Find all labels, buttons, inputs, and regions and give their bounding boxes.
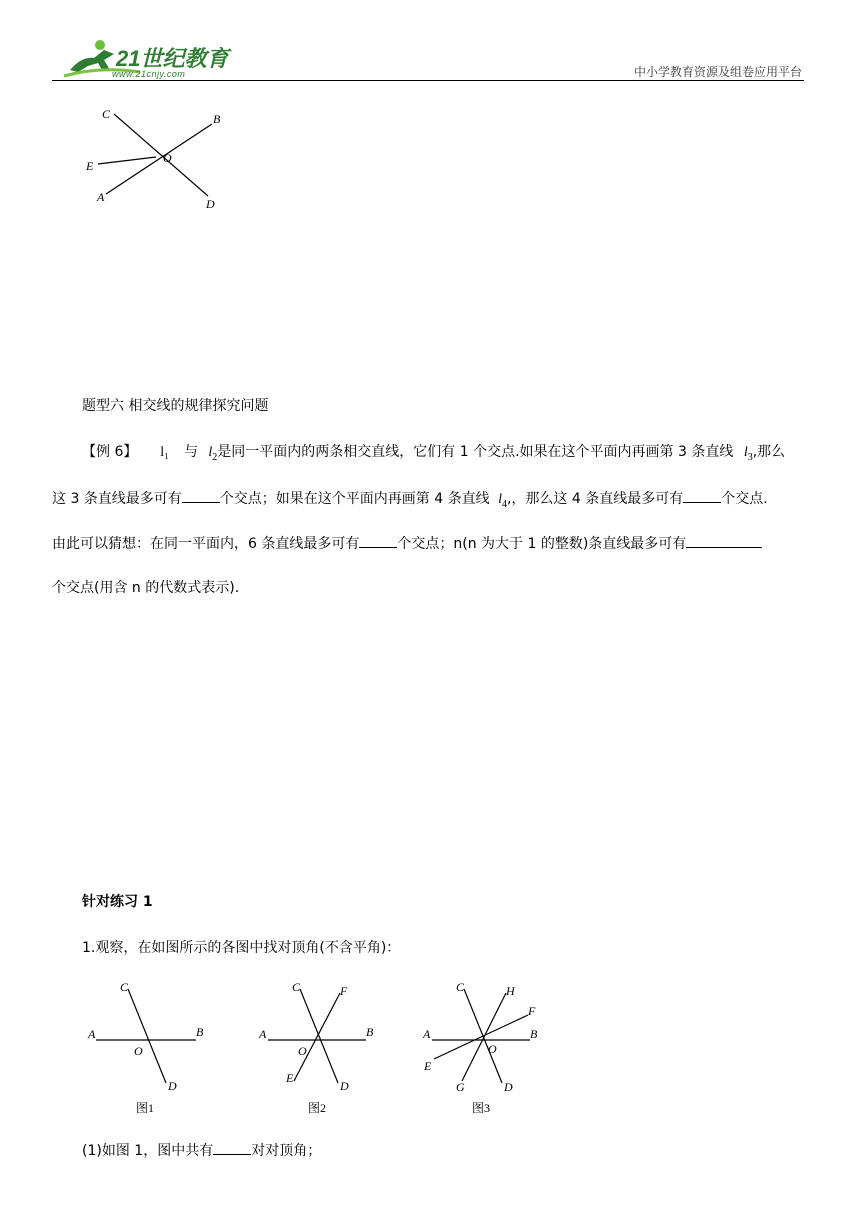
- logo-url: www.21cnjy.com: [112, 69, 186, 79]
- l4-symbol: l: [498, 492, 502, 507]
- l1-symbol: l₁: [160, 445, 170, 460]
- label-B: B: [213, 112, 221, 126]
- figure-2: [254, 975, 389, 1120]
- answer-blank-5[interactable]: [213, 1140, 251, 1155]
- header-divider: [52, 80, 804, 81]
- fig3-label-E: E: [424, 1059, 432, 1073]
- fig3-label-F: F: [528, 1004, 536, 1018]
- fig3-label-D: D: [504, 1080, 513, 1094]
- answer-blank-3[interactable]: [359, 533, 397, 548]
- label-O: O: [163, 151, 172, 165]
- fig2-label-C: C: [292, 980, 301, 994]
- practice-question-1-1: [82, 1140, 321, 1161]
- fig2-label-B: B: [366, 1025, 374, 1039]
- label-E: E: [86, 159, 94, 173]
- label-C: C: [102, 107, 111, 121]
- l3-subscript: 3: [747, 451, 753, 463]
- example-text-3a: 由此可以猜想：在同一平面内，6 条直线最多可有: [52, 536, 360, 552]
- fig2-caption: 图2: [308, 1101, 327, 1115]
- example-text-1c: ,那么: [752, 444, 786, 460]
- practice-title: 针对练习 1: [82, 894, 153, 910]
- section-title: 题型六 相交线的规律探究问题: [82, 398, 269, 414]
- figure-1: [84, 975, 214, 1120]
- fig1-label-A: A: [88, 1027, 96, 1041]
- fig2-label-D: D: [340, 1079, 349, 1093]
- fig2-label-A: A: [259, 1027, 267, 1041]
- text-yu: 与: [183, 444, 198, 460]
- answer-blank-2[interactable]: [683, 488, 721, 503]
- example-text-2c: ,，那么这 4 条直线最多可有: [506, 491, 684, 507]
- example-text-2b: 个交点；如果在这个平面内再画第 4 条直线: [219, 491, 490, 507]
- l3-symbol: l: [743, 445, 748, 460]
- fig3-label-B: B: [530, 1027, 538, 1041]
- intersecting-lines-figure: [80, 100, 240, 215]
- example-tag: 【例 6】: [82, 444, 138, 460]
- fig3-caption: 图3: [472, 1101, 491, 1115]
- fig1-label-D: D: [168, 1079, 177, 1093]
- fig3-label-G: G: [456, 1080, 465, 1094]
- l2-symbol: l: [208, 445, 213, 460]
- label-A: A: [97, 190, 105, 204]
- example-text-2d: 个交点.: [721, 491, 768, 507]
- l4-subscript: 4: [501, 498, 507, 510]
- fig3-label-O: O: [488, 1042, 497, 1056]
- q1-1-text-a: (1)如图 1，图中共有: [82, 1143, 214, 1159]
- fig3-label-H: H: [506, 984, 515, 998]
- practice-question-1: 1.观察，在如图所示的各图中找对顶角(不含平角)：: [82, 940, 401, 956]
- fig1-label-C: C: [120, 980, 129, 994]
- example-line-1: [82, 442, 785, 468]
- fig1-caption: 图1: [136, 1101, 155, 1115]
- example-line-4: 个交点(用含 n 的代数式表示).: [52, 580, 240, 596]
- header-platform-text: 中小学教育资源及组卷应用平台: [633, 65, 802, 79]
- site-logo: [60, 36, 230, 84]
- example-line-2: [52, 488, 768, 515]
- fig3-label-A: A: [423, 1027, 431, 1041]
- fig2-label-O: O: [298, 1044, 307, 1058]
- logo-text: 21世纪教育: [116, 46, 229, 71]
- fig2-label-F: F: [340, 984, 348, 998]
- fig3-label-C: C: [456, 980, 465, 994]
- answer-blank-1[interactable]: [182, 488, 220, 503]
- fig1-label-B: B: [196, 1025, 204, 1039]
- fig1-label-O: O: [134, 1044, 143, 1058]
- example-line-3: [52, 533, 762, 554]
- example-text-2a: 这 3 条直线最多可有: [52, 491, 182, 507]
- q1-1-text-b: 对对顶角；: [251, 1143, 322, 1159]
- label-D: D: [206, 197, 215, 211]
- l2-subscript: 2: [212, 451, 218, 463]
- answer-blank-4[interactable]: [686, 533, 762, 548]
- example-text-3b: 个交点；n(n 为大于 1 的整数)条直线最多可有: [397, 536, 687, 552]
- fig2-label-E: E: [286, 1071, 294, 1085]
- figure-3: [418, 975, 553, 1120]
- example-text-1: 是同一平面内的两条相交直线，它们有 1 个交点.如果在这个平面内再画第 3 条直线: [217, 444, 734, 460]
